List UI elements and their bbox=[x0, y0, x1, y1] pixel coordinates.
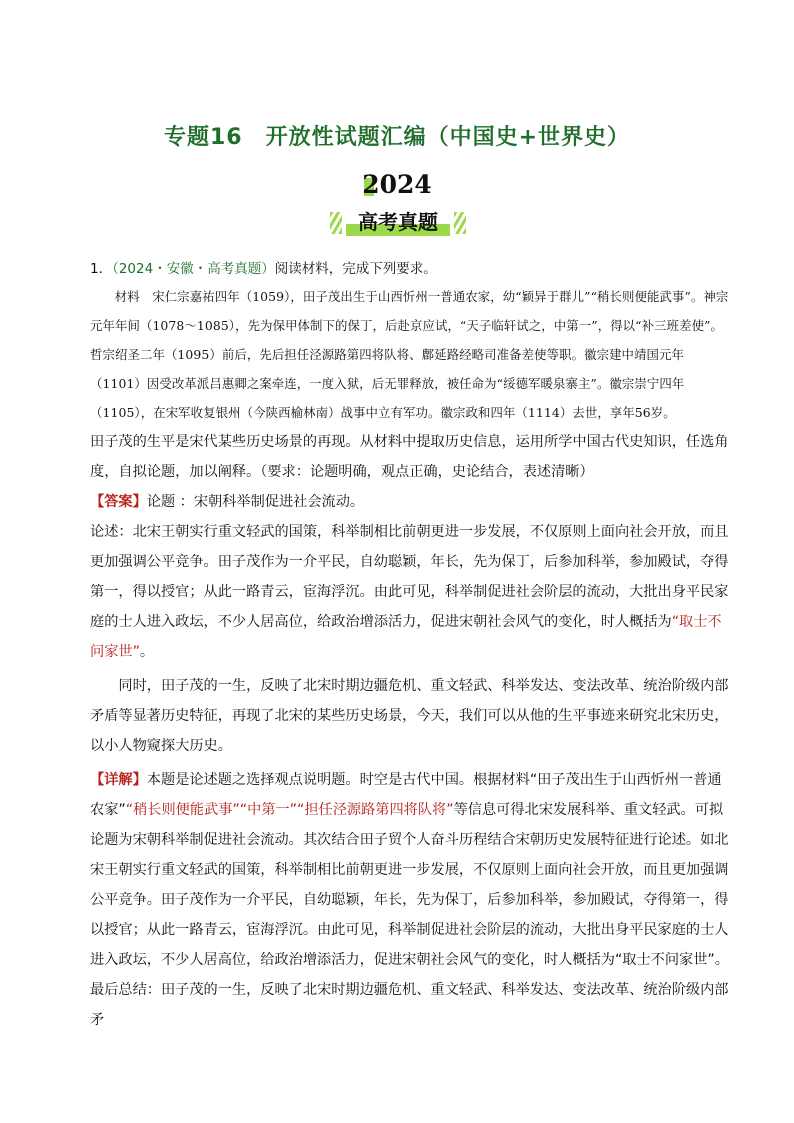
explanation-text-1: 本题是论述题之选择观点说明题。时空是古代中国。根据材料“田子茂出生于山西忻州一普通农家” bbox=[90, 772, 722, 818]
answer-argument-quote: “取士不问家世” bbox=[90, 614, 722, 660]
explanation-tag: 【详解】 bbox=[90, 772, 147, 788]
question-header bbox=[90, 256, 730, 282]
answer-thesis bbox=[90, 487, 730, 517]
year-heading: 2024 bbox=[362, 170, 432, 199]
explanation-quotes: “稍长则便能武事”“中第一”“担任泾源路第四将队将” bbox=[125, 802, 454, 818]
banner-label: 高考真题 bbox=[358, 210, 438, 234]
question-source: （2024・安徽・高考真题） bbox=[112, 261, 275, 277]
banner-stripe-right-icon bbox=[454, 212, 466, 234]
question-prompt: 阅读材料，完成下列要求。 bbox=[274, 261, 437, 277]
answer-argument-end: 。 bbox=[139, 644, 155, 660]
material-text: 材料 宋仁宗嘉祐四年（1059），田子茂出生于山西忻州一普通农家，幼“颖异于群儿”“稍长则便能武事”。神宗元年年间（1078～1085），先为保甲体制下的保丁，后赴京应试，“天子临轩试之，中第一”，得以“补三班差使”。哲宗绍圣二年（1095）前后，先后担任泾源路第四将队将、鄜延路经略司准备差使等职。徽宗建中靖国元年（1101）因受改革派吕惠卿之案牵连，一度入狱，后无罪释放，被任命为“绥德军暖泉寨主”。徽宗崇宁四年（1105），在宋军收复银州（今陕西榆林南）战事中立有军功。徽宗政和四年（1114）去世，享年56岁。 bbox=[90, 289, 729, 420]
answer-argument bbox=[90, 517, 730, 667]
document-content bbox=[90, 256, 730, 1035]
answer-thesis-text: 论题 ：宋朝科举制促进社会流动。 bbox=[146, 494, 365, 510]
page-title: 专题16 开放性试题汇编（中国史+世界史） bbox=[163, 125, 631, 150]
explanation bbox=[90, 765, 730, 975]
answer-argument-text: 论述：北宋王朝实行重文轻武的国策，科举制相比前朝更进一步发展，不仅原则上面向社会开放，而且更加强调公平竞争。田子茂作为一介平民，自幼聪颖，年长，先为保丁，后参加科举，参加殿试，夺得第一，得以授官；从此一路青云，宦海浮沉。由此可见，科举制促进社会阶层的流动，大批出身平民家庭的士人进入政坛，不少人居高位，给政治增添活力，促进宋朝社会风气的变化，时人概括为 bbox=[90, 524, 729, 630]
question-task: 田子茂的生平是宋代某些历史场景的再现。从材料中提取历史信息，运用所学中国古代史知识，任选角度，自拟论题，加以阐释。（要求：论题明确，观点正确，史论结合，表述清晰） bbox=[90, 434, 729, 480]
answer-tag: 【答案】 bbox=[90, 494, 147, 510]
explanation-text-2: 等信息可得北宋发展科举、重文轻武。可拟论题为宋朝科举制促进社会流动。其次结合田子贸个人奋斗历程结合宋朝历史发展特征进行论述。如北宋王朝实行重文轻武的国策，科举制相比前朝更进一步发展，不仅原则上面向社会开放，而且更加强调公平竞争。田子茂作为一介平民，自幼聪颖，年长，先为保丁，后参加科举，参加殿试，夺得第一，得以授官；从此一路青云，宦海浮沉。由此可见，科举制促进社会阶层的流动，大批出身平民家庭的士人进入政坛，不少人居高位，给政治增添活力，促进宋朝社会风气的变化，时人概括为“取士不问家世”。 bbox=[90, 802, 729, 968]
section-banner bbox=[330, 208, 466, 236]
banner-stripe-left-icon bbox=[330, 212, 342, 234]
summary: 最后总结：田子茂的一生，反映了北宋时期边疆危机、重文轻武、科举发达、变法改革、统治阶级内部矛 bbox=[90, 982, 729, 1028]
question-number: 1． bbox=[90, 261, 113, 277]
answer-paragraph-2: 同时，田子茂的一生，反映了北宋时期边疆危机、重文轻武、科举发达、变法改革、统治阶级内部矛盾等显著历史特征，再现了北宋的某些历史场景，今天，我们可以从他的生平事迹来研究北宋历史，以小人物窥探大历史。 bbox=[90, 678, 729, 754]
